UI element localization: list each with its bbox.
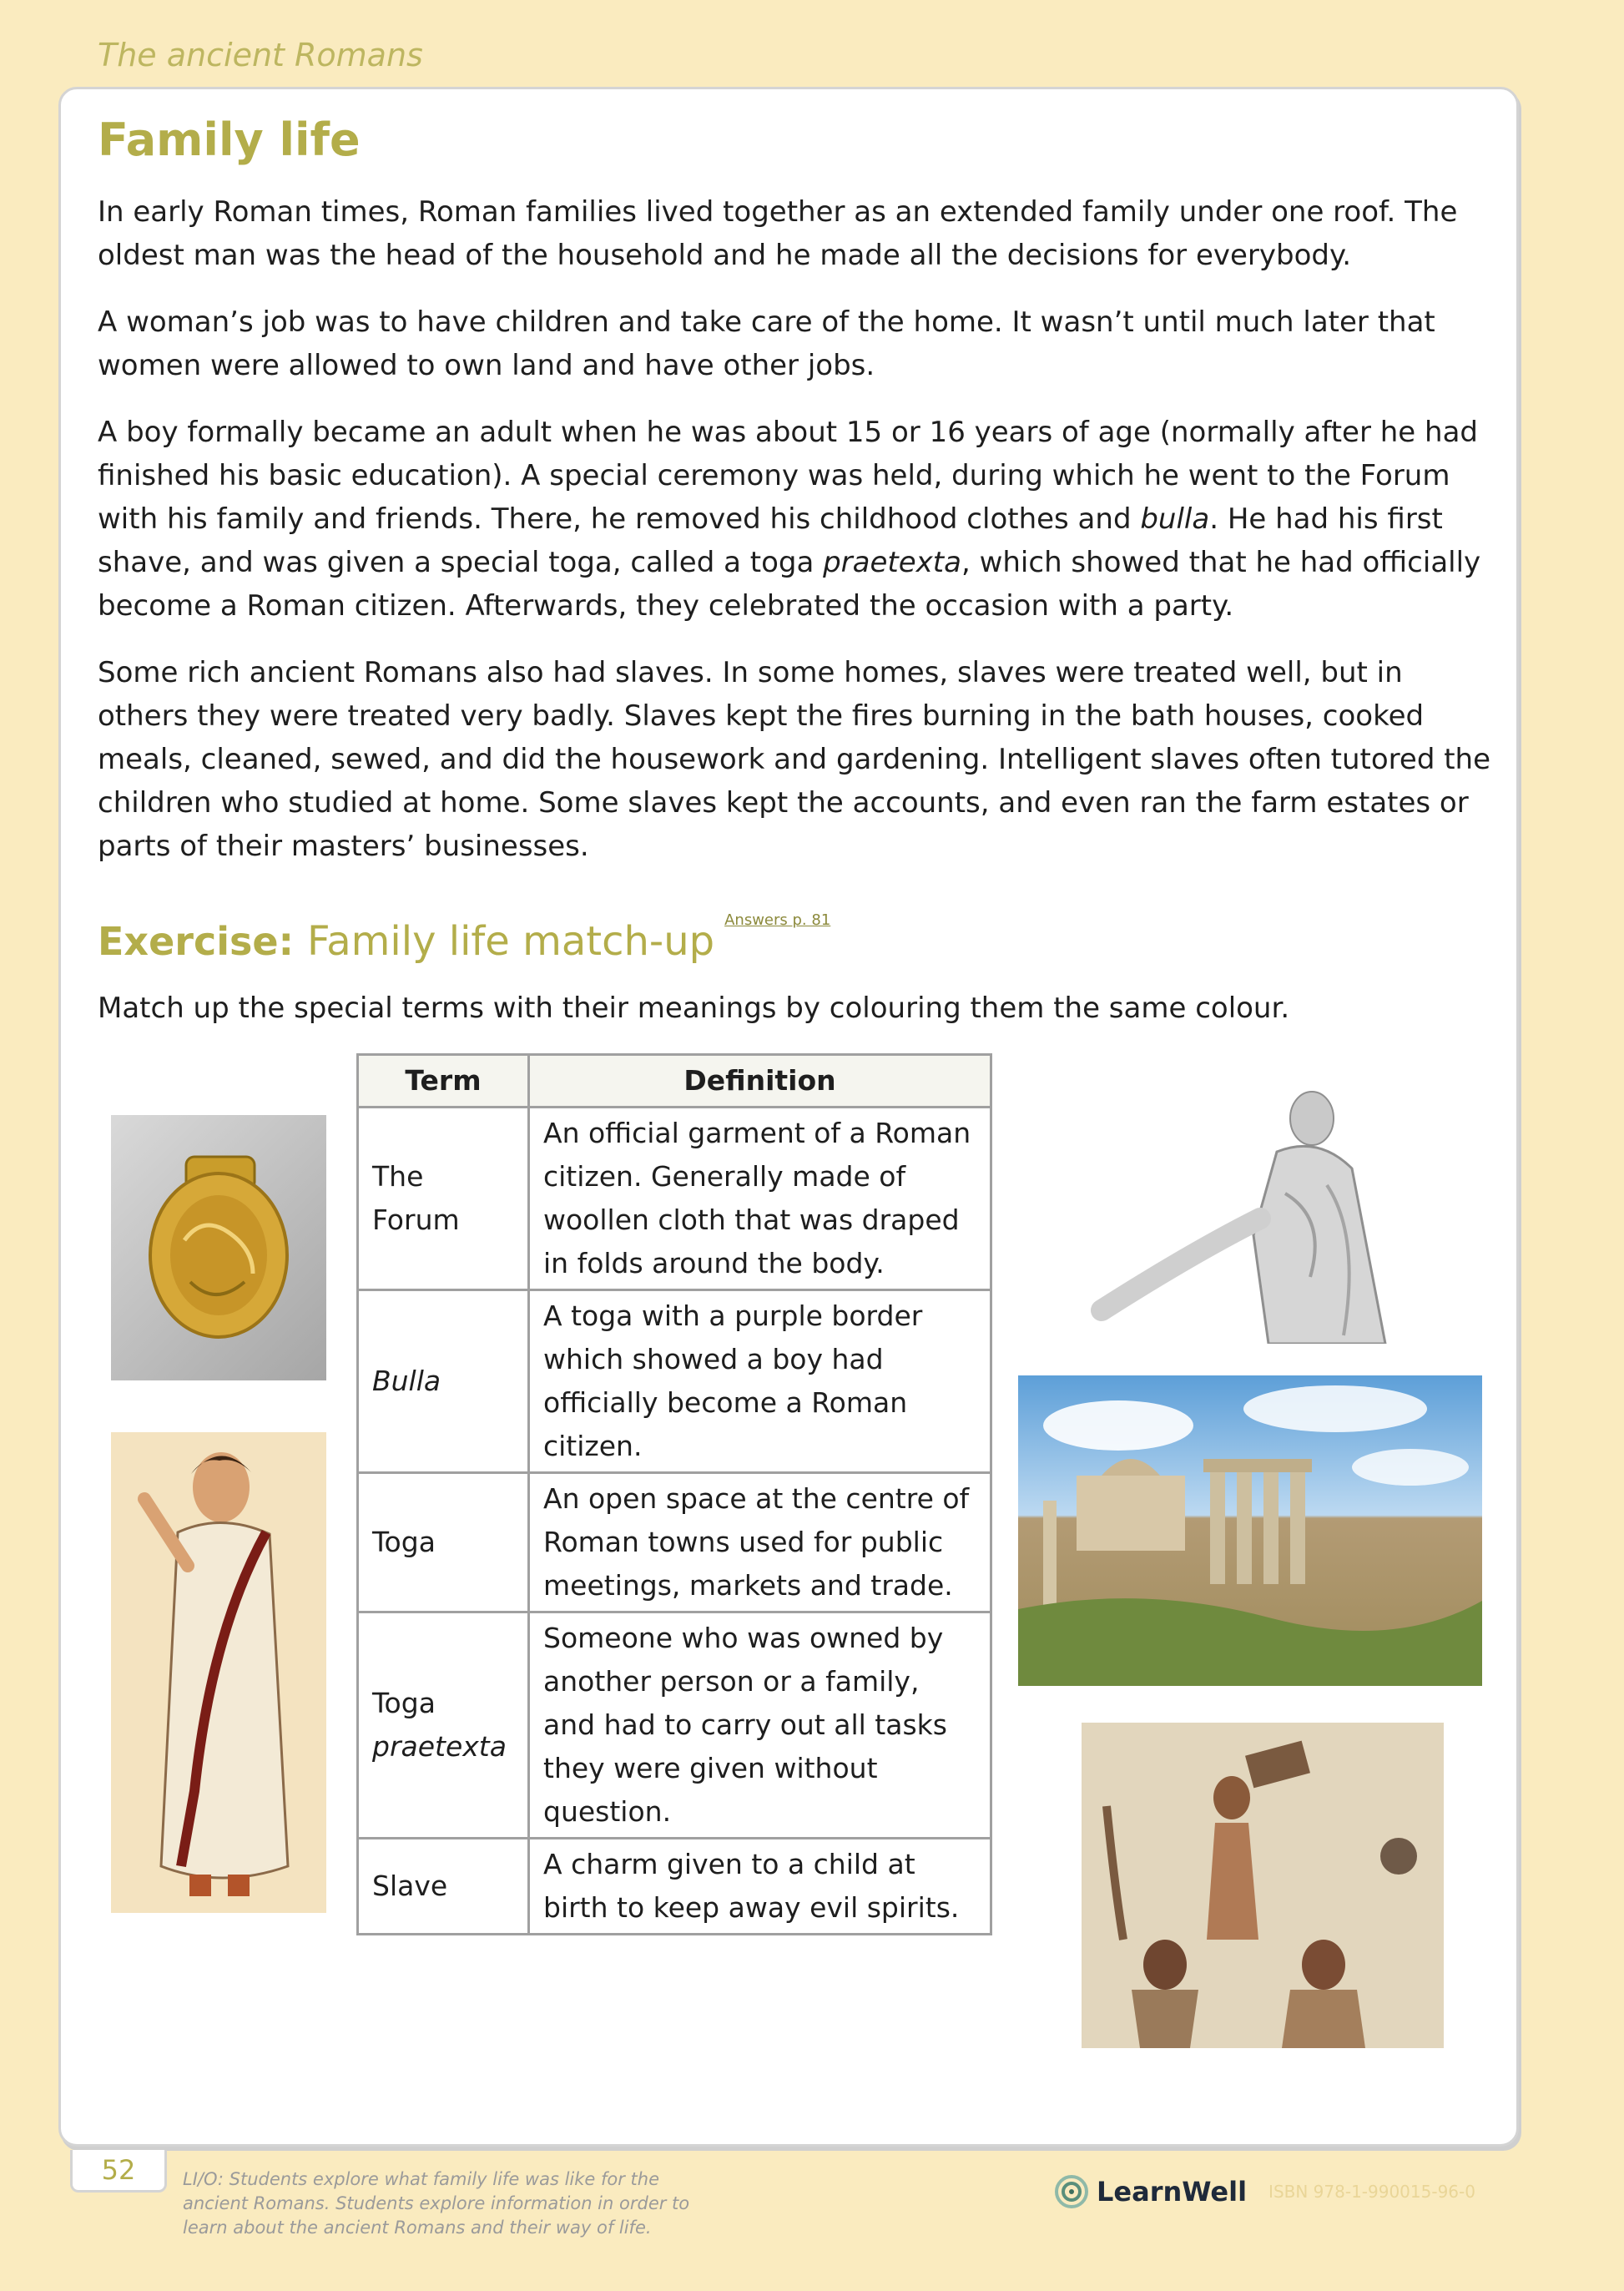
header-definition: Definition	[529, 1055, 991, 1108]
paragraph-2: A woman’s job was to have children and take care of the home. It wasn’t until much later that women were allowed to own land and have other jobs.	[98, 305, 1435, 382]
page-number: 52	[70, 2150, 167, 2193]
running-head: The ancient Romans	[98, 37, 423, 73]
paragraph-1: In early Roman times, Roman families lived together as an extended family under one roof. The oldest man was the head of the household and he made all the decisions for everybody.	[98, 195, 1458, 272]
match-table	[356, 1053, 992, 1935]
paragraph-4: Some rich ancient Romans also had slaves. In some homes, slaves were treated well, but in others they were treated very badly. Slaves kept the fires burning in the bath houses, cooked meals, cleaned, sewed, and did the housework and gardening. Intelligent slaves often tutored the children who studied at home. Some slaves kept the accounts, and even ran the farm estates or parts of their masters’ businesses.	[98, 656, 1491, 863]
exercise-instruction: Match up the special terms with their meanings by colouring them the same colour.	[98, 992, 1290, 1025]
body-text	[98, 190, 1491, 891]
definition-cell[interactable]: A toga with a purple border which showed a boy had officially become a Roman citizen.	[529, 1290, 991, 1473]
learning-intention: LI/O: Students explore what family life was like for the ancient Romans. Students explore information in order to learn about the ancient Romans and their way of life.	[183, 2169, 690, 2238]
header-term: Term	[358, 1055, 529, 1108]
definition-cell[interactable]: An official garment of a Roman citizen. Generally made of woollen cloth that was draped in folds around the body.	[529, 1108, 991, 1290]
table-row	[358, 1612, 991, 1839]
paragraph-3: A boy formally became an adult when he was about 15 or 16 years of age (normally after he had finished his basic education). A special ceremony was held, during which he went to the Forum with his family and friends. There, he removed his childhood clothes and bulla. He had his first shave, and was given a special toga, called a toga praetexta, which showed that he had officially become a Roman citizen. Afterwards, they celebrated the occasion with a party.	[98, 416, 1481, 623]
table-row	[358, 1290, 991, 1473]
forum-image	[1018, 1375, 1482, 1686]
term-cell[interactable]: Toga	[358, 1473, 529, 1612]
statue-image	[1077, 1085, 1444, 1344]
definition-cell[interactable]: An open space at the centre of Roman towns used for public meetings, markets and trade.	[529, 1473, 991, 1612]
brand-name: LearnWell	[1097, 2176, 1248, 2208]
forum-illustration	[1018, 1375, 1482, 1686]
toga-figure-image	[111, 1432, 326, 1913]
answers-link[interactable]: Answers p. 81	[724, 911, 831, 929]
isbn: ISBN 978-1-990015-96-0	[1268, 2182, 1475, 2202]
mosaic-illustration	[1082, 1723, 1444, 2048]
exercise-name: Family life match-up	[307, 918, 715, 965]
term-cell[interactable]: Bulla	[358, 1290, 529, 1473]
table-row	[358, 1839, 991, 1935]
term-cell[interactable]: The Forum	[358, 1108, 529, 1290]
publisher-brand	[1055, 2175, 1475, 2208]
mosaic-image	[1082, 1723, 1444, 2048]
learnwell-logo-icon	[1055, 2175, 1088, 2208]
table-header-row	[358, 1055, 991, 1108]
definition-cell[interactable]: Someone who was owned by another person or a family, and had to carry out all tasks they were given without question.	[529, 1612, 991, 1839]
exercise-label: Exercise:	[98, 919, 294, 964]
table-row	[358, 1473, 991, 1612]
toga-figure-illustration	[111, 1432, 326, 1913]
exercise-heading	[98, 911, 830, 965]
page-title: Family life	[98, 114, 361, 166]
bulla-illustration	[111, 1115, 326, 1380]
statue-illustration	[1077, 1085, 1444, 1344]
term-cell[interactable]: Toga praetexta	[358, 1612, 529, 1839]
definition-cell[interactable]: A charm given to a child at birth to keep away evil spirits.	[529, 1839, 991, 1935]
term-cell[interactable]: Slave	[358, 1839, 529, 1935]
bulla-image	[111, 1115, 326, 1380]
table-row	[358, 1108, 991, 1290]
